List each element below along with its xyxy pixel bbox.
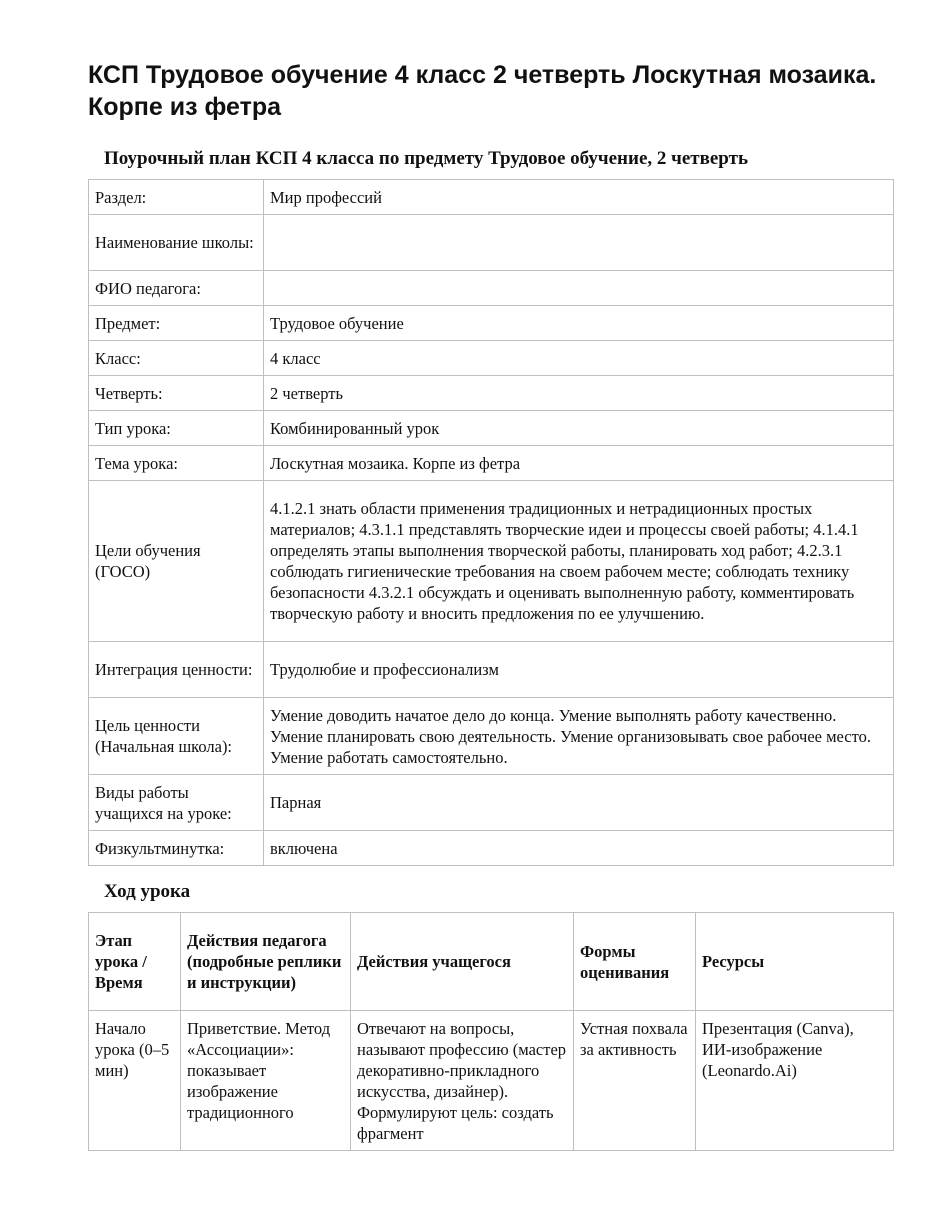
info-value: Комбинированный урок (264, 411, 894, 446)
cell-student-actions: Отвечают на вопросы, называют профессию (мастер декоративно-прикладного искусства, дизайнер). Формулируют цель: создать фрагмент (351, 1011, 574, 1151)
info-label: Четверть: (89, 376, 264, 411)
info-row-section (89, 180, 894, 215)
info-value (264, 271, 894, 306)
info-row-subject (89, 306, 894, 341)
info-label: Раздел: (89, 180, 264, 215)
info-value: Трудолюбие и профессионализм (264, 642, 894, 698)
info-table (88, 179, 894, 866)
info-value: включена (264, 831, 894, 866)
info-label: Тема урока: (89, 446, 264, 481)
info-row-work-types (89, 775, 894, 831)
info-value (264, 215, 894, 271)
info-row-value-goal (89, 698, 894, 775)
info-value: 4.1.2.1 знать области применения традиционных и нетрадиционных простых материалов; 4.3.1.1 представлять творческие идеи и процессы своей работы; 4.1.4.1 определять этапы выполнения творческой работы, планировать ход работ; 4.2.3.1 соблюдать гигиенические требования на своем рабочем месте; соблюдать технику безопасности 4.3.2.1 обсуждать и оценивать выполненную работу, комментировать творческую работу и вносить предложения по ее улучшению. (264, 481, 894, 642)
info-value: Мир профессий (264, 180, 894, 215)
info-row-grade (89, 341, 894, 376)
header-assessment: Формы оценивания (574, 913, 696, 1011)
info-label: ФИО педагога: (89, 271, 264, 306)
cell-teacher-actions: Приветствие. Метод «Ассоциации»: показывает изображение традиционного (181, 1011, 351, 1151)
header-student-actions: Действия учащегося (351, 913, 574, 1011)
info-row-lesson-type (89, 411, 894, 446)
info-label: Предмет: (89, 306, 264, 341)
info-row-objectives (89, 481, 894, 642)
info-label: Интеграция ценности: (89, 642, 264, 698)
header-resources: Ресурсы (696, 913, 894, 1011)
info-row-quarter (89, 376, 894, 411)
info-value: 4 класс (264, 341, 894, 376)
info-value: Трудовое обучение (264, 306, 894, 341)
table-row (89, 1011, 894, 1151)
cell-assessment: Устная похвала за активность (574, 1011, 696, 1151)
cell-stage: Начало урока (0–5 мин) (89, 1011, 181, 1151)
header-stage: Этап урока / Время (89, 913, 181, 1011)
info-value: 2 четверть (264, 376, 894, 411)
info-label: Наименование школы: (89, 215, 264, 271)
info-row-teacher (89, 271, 894, 306)
info-value: Умение доводить начатое дело до конца. Умение выполнять работу качественно. Умение планировать свою деятельность. Умение организовывать свое рабочее место. Умение работать самостоятельно. (264, 698, 894, 775)
info-row-exercise-break (89, 831, 894, 866)
info-row-topic (89, 446, 894, 481)
header-teacher-actions: Действия педагога (подробные реплики и инструкции) (181, 913, 351, 1011)
progress-heading: Ход урока (104, 881, 191, 902)
lesson-table (88, 912, 894, 1151)
info-label: Цель ценности (Начальная школа): (89, 698, 264, 775)
info-label: Цели обучения (ГОСО) (89, 481, 264, 642)
info-label: Виды работы учащихся на уроке: (89, 775, 264, 831)
plan-heading: Поурочный план КСП 4 класса по предмету Трудовое обучение, 2 четверть (104, 148, 748, 169)
info-row-school (89, 215, 894, 271)
info-row-value-integration (89, 642, 894, 698)
info-label: Тип урока: (89, 411, 264, 446)
info-value: Парная (264, 775, 894, 831)
info-label: Класс: (89, 341, 264, 376)
lesson-header-row (89, 913, 894, 1011)
document-title: КСП Трудовое обучение 4 класс 2 четверть Лоскутная мозаика. Корпе из фетра (88, 61, 877, 121)
info-label: Физкультминутка: (89, 831, 264, 866)
cell-resources: Презентация (Canva), ИИ-изображение (Leonardo.Ai) (696, 1011, 894, 1151)
info-value: Лоскутная мозаика. Корпе из фетра (264, 446, 894, 481)
